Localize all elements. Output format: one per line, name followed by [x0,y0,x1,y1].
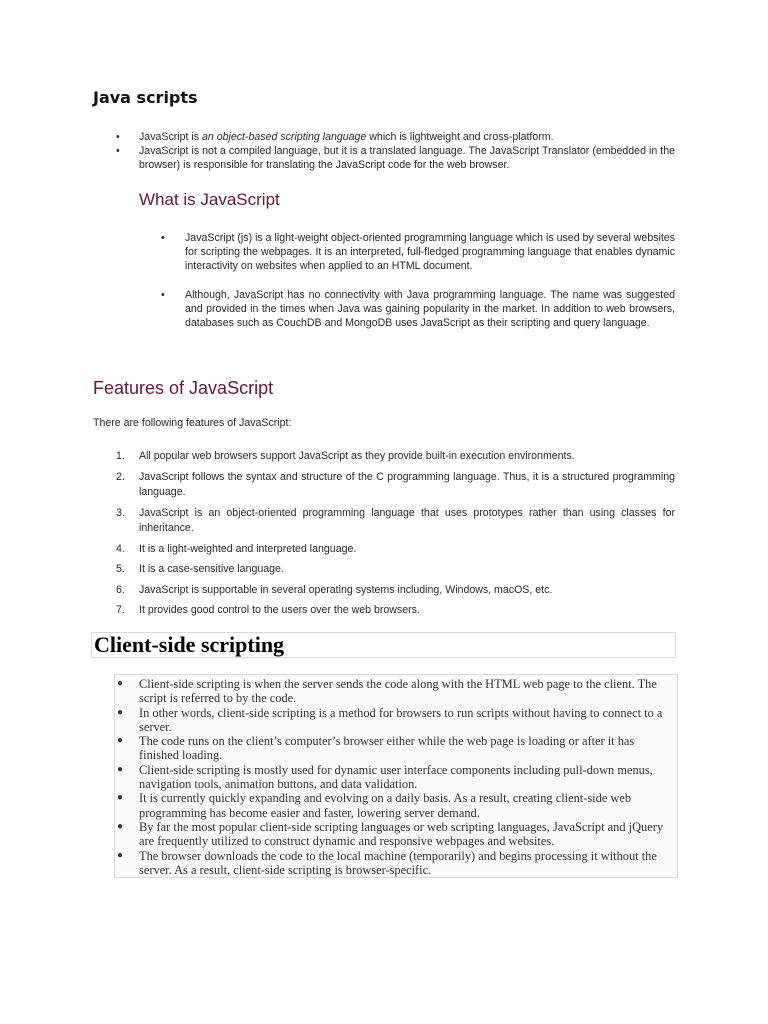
list-text: By far the most popular client-side scripting languages or web scripting languages, JavaScript and jQuery are frequently utilized to construct dynamic and responsive webpages and websites. [139,819,664,849]
list-number: 4. [116,542,125,555]
what-bullet-list [139,231,675,345]
list-number: 3. [116,506,125,519]
list-item [115,706,673,735]
bullet-icon: ● [117,706,124,718]
client-side-heading: Client-side scripting [94,632,285,657]
list-item [93,583,675,599]
features-intro: There are following features of JavaScript: [93,417,292,429]
list-text: The browser downloads the code to the local machine (temporarily) and begins processing it without the server. As a result, client-side scripting is browser-specific. [139,848,657,877]
list-item: • JavaScript is not a compiled language, but it is a translated language. The JavaScript Translator (embedded in the browser) is responsible for translating the JavaScript code for the web browser. [93,144,675,172]
list-text: It is currently quickly expanding and evolving on a daily basis. As a result, creating client-side web programming has become easier and faster, lowering server demand. [139,791,632,820]
client-side-bullet-list [114,674,678,878]
bullet-icon: ● [117,763,124,775]
list-text: JavaScript is supportable in several operating systems including, Windows, macOS, etc. [139,583,553,596]
list-text: JavaScript is an object-oriented programming language that uses prototypes rather than using classes for inheritance. [139,506,675,534]
list-item [115,791,673,820]
list-item [93,506,675,537]
list-text: The code runs on the client’s computer’s browser either while the web page is loading or after it has finished loading. [139,734,635,763]
features-heading: Features of JavaScript [93,378,274,398]
bullet-icon: ● [117,678,124,689]
list-item [93,542,675,558]
list-item [115,677,673,706]
list-text: It provides good control to the users over the web browsers. [139,604,420,616]
list-item [93,603,675,619]
list-item [115,734,673,763]
list-item [115,849,673,878]
list-number: 6. [116,583,125,596]
list-item [93,449,675,465]
bullet-icon: ● [117,792,124,804]
list-number: 2. [116,470,125,483]
list-item [115,763,673,792]
list-text: It is a light-weighted and interpreted language. [139,542,357,555]
list-text: In other words, client-side scripting is a method for browsers to run scripts without having to connect to a server. [139,705,663,734]
bullet-icon: ● [117,735,124,747]
list-item [93,470,675,501]
list-number: 5. [116,563,125,575]
list-item: • JavaScript (js) is a light-weight object-oriented programming language which is used by several websites for scripting the webpages. It is an interpreted, full-fledged programming language that enables dynamic interactivity on websites when applied to an HTML document. [139,231,675,273]
list-item: • Although, JavaScript has no connectivity with Java programming language. The name was suggested and provided in the times when Java was gaining popularity in the market. In addition to web browsers, databases such as CouchDB and MongoDB uses JavaScript as their scripting and query language. [139,288,675,330]
page-title: Java scripts [93,88,198,107]
list-item: • JavaScript is an object-based scripting language which is lightweight and cross-platform. [93,130,675,144]
list-item [93,562,675,578]
bullet-icon: ● [117,820,124,832]
list-number: 1. [116,450,125,462]
list-text: It is a case-sensitive language. [139,563,284,575]
bullet-icon: ● [117,849,124,861]
intro-bullet-list [93,130,675,172]
list-text: Client-side scripting is mostly used for dynamic user interface components including pull-down menus, navigation tools, animation buttons, and data validation. [139,762,653,792]
features-list [93,449,675,624]
list-text: JavaScript follows the syntax and structure of the C programming language. Thus, it is a structured programming language. [139,470,675,498]
list-item [115,820,673,849]
list-number: 7. [116,604,125,616]
list-text: All popular web browsers support JavaScript as they provide built-in execution environments. [139,450,575,462]
client-side-heading-box [91,632,676,658]
list-text: Client-side scripting is when the server sends the code along with the HTML web page to the client. The script is referred to by the code. [139,677,657,706]
what-is-heading: What is JavaScript [139,190,280,209]
